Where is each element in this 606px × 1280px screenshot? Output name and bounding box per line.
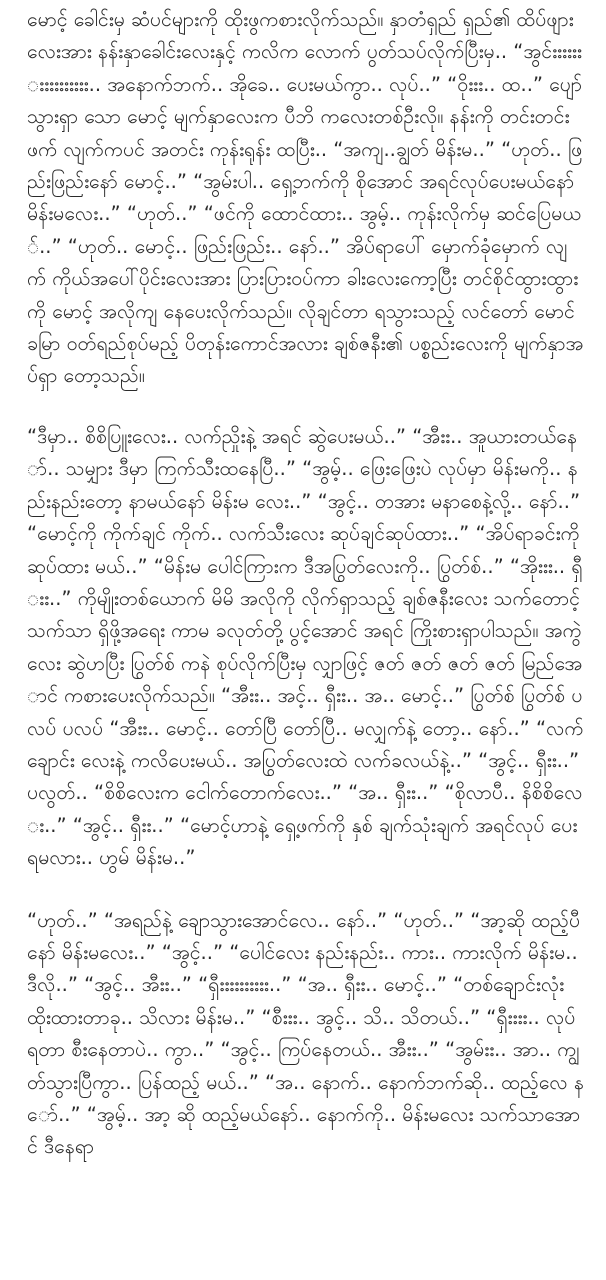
story-paragraph-1: မောင့် ခေါင်းမှ ဆံပင်များကို ထိုးဖွကစားလိုက်သည်။ နှာတံရှည် ရှည်၏ ထိပ်ဖျားလေးအား နန်းနှာခေါင်းလေးနှင့် ကလိက လောက် ပွတ်သပ်လိုက်ပြီးမှ.. “အွင်းးးးးးးးးးးးးးးး.. အနောက်ဘက်.. အိုခေ.. ပေးမယ်ကွာ.. လုပ်..” “ဝိုးးး.. ထ..” ပျော်သွားရှာ သော မောင့် မျက်နှာလေးက ပီဘိ ကလေးတစ်ဦးလို။ နန်းကို တင်းတင်း ဖက် လျက်ကပင် အတင်း ကုန်းရုန်း ထပြီး.. “အကျ..ချွတ် မိန်းမ..” “ဟုတ်.. ဖြည်းဖြည်းနော် မောင့်..” “အွမ်းပါ.. ရှေ့ဘက်ကို စိုအောင် အရင်လုပ်ပေးမယ်နော် မိန်းမလေး..” “ဟုတ်..” “ဖင်ကို ထောင်ထား.. အွမ့်.. ကုန်းလိုက်မှ ဆင်ပြေမယ်..” “ဟုတ်.. မောင့်.. ဖြည်းဖြည်း.. နော်..” အိပ်ရာပေါ် မှောက်ခုံမှောက် လျက် ကိုယ်အပေါ်ပိုင်းလေးအား ပြားပြားဝပ်ကာ ခါးလေးကော့ပြီး တင်စိုင်ထွားထွားကို မောင့် အလိုကျ နေပေးလိုက်သည်။ လိုချင်တာ ရသွားသည့် လင်တော် မောင်ခမြာ ဝတ်ရည်စုပ်မည့် ပိတုန်းကောင်အလား ချစ်ဇနီး၏ ပစ္စည်းလေးကို မျက်နှာအပ်ရှာ တော့သည်။: [27, 8, 584, 388]
story-paragraph-2: “ဒီမှာ.. စိစိပြူးလေး.. လက်ညှိုးနဲ့ အရင် ဆွဲပေးမယ်..” “အီးး.. အူယားတယ်နော်.. သမျှား ဒီမှာ ကြက်သီးထနေပြီ..” “အွမ့်.. ဖြေးဖြေးပဲ လုပ်မှာ မိန်းမကို.. နည်းနည်းတော့ နာမယ်နော် မိန်းမ လေး..” “အွင့်.. တအား မနာစေနဲ့လို့.. နော်..” “မောင့်ကို ကိုက်ချင် ကိုက်.. လက်သီးလေး ဆုပ်ချင်ဆုပ်ထား..” “အိပ်ရာခင်းကို ဆုပ်ထား မယ်..” “မိန်းမ ပေါင်ကြားက ဒီအပြွတ်လေးကို.. ပြွတ်စ်..” “အိုးးး.. ရှီးး..” ကိုမျိုးတစ်ယောက် မိမိ အလိုကို လိုက်ရှာသည့် ချစ်ဇနီးလေး သက်တောင့် သက်သာ ရှိဖို့အရေး ကာမ ခလုတ်တို့ ပွင့်အောင် အရင် ကြိုးစားရှာပါသည်။ အကွဲလေး ဆွဲဟပြီး ပြွတ်စ် ကနဲ စုပ်လိုက်ပြီးမှ လျှာဖြင့် ဇတ် ဇတ် ဇတ် ဇတ် မြည်အောင် ကစားပေးလိုက်သည်။ “အီးး.. အင့်.. ရှီးး.. အ.. မောင့်..” ပြွတ်စ် ပြွတ်စ် ပလပ် ပလပ် “အီးး.. မောင့်.. တော်ပြီ တော်ပြီ.. မလျှက်နဲ့ တော့.. နော်..” “လက်ချောင်း လေးနဲ့ ကလိပေးမယ်.. အပြွတ်လေးထဲ လက်ခလယ်နဲ့..” “အွင့်.. ရှီးး..” ပလွတ်.. “စိစိလေးက ငေါက်တောက်လေး..” “အ.. ရှီးး..” “စိုလာပီ.. နိစိစိလေး..” “အွင့်.. ရှီးး..” “မောင့်ဟာနဲ့ ရှေ့ဖက်ကို နှစ် ချက်သုံးချက် အရင်လုပ် ပေးရမလား.. ဟွမ် မိန်းမ..”: [27, 424, 584, 870]
story-paragraph-3: “ဟုတ်..” “အရည်နဲ့ ချောသွားအောင်လေ.. နော်..” “ဟုတ်..” “အာ့ဆို ထည့်ပီနော် မိန်းမလေး..” “အွင့်..” “ပေါင်လေး နည်းနည်း.. ကား.. ကားလိုက် မိန်းမ.. ဒီလို..” “အွင့်.. အီးး..” “ရှီးးးးးးးးးး..” “အ.. ရှီးး.. မောင့်..” “တစ်ချောင်းလုံး ထိုးထားတာခု.. သိလား မိန်းမ..” “စီးးး.. အွင့်.. သိ.. သိတယ်..” “ရှီးးးး.. လုပ်ရတာ စီးနေတာပဲ.. ကွာ..” “အွင့်.. ကြပ်နေတယ်.. အီးး..” “အွမ်းး.. အာ.. ကျွတ်သွားပြီကွာ.. ပြန်ထည့် မယ်..” “အ.. နောက်.. နောက်ဘက်ဆို.. ထည့်လေ နော်..” “အွမ့်.. အာ့ ဆို ထည့်မယ်နော်.. နောက်ကို.. မိန်းမလေး သက်သာအောင် ဒီနေရာ: [27, 908, 584, 1159]
